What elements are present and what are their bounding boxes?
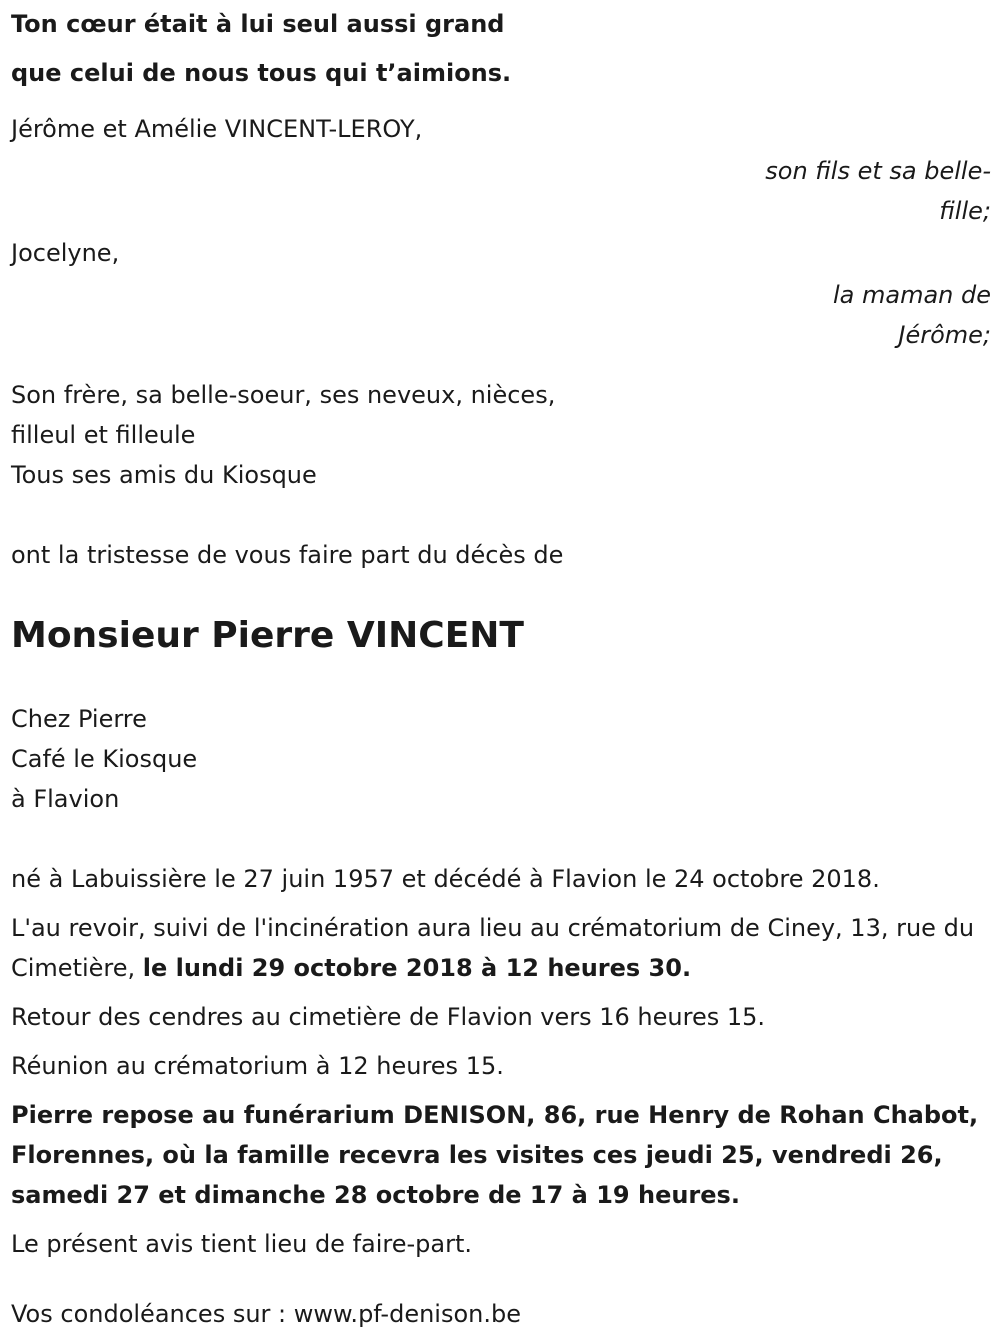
ceremony-text: L'au revoir, suivi de l'incinération aura lieu au crématorium de Ciney, 13, rue du Cimetière,	[11, 914, 975, 982]
deceased-name: Monsieur Pierre VINCENT	[11, 615, 524, 656]
family-member-name: Jérôme et Amélie VINCENT-LEROY,	[11, 115, 423, 143]
ceremony-info	[11, 908, 991, 988]
condolences-label: Vos condoléances sur :	[11, 1300, 294, 1328]
announcement-intro: ont la tristesse de vous faire part du décès de	[11, 541, 564, 569]
birth-death-dates: né à Labuissière le 27 juin 1957 et décédé à Flavion le 24 octobre 2018.	[11, 865, 880, 893]
relation-line: la maman de	[832, 281, 991, 309]
ashes-info: Retour des cendres au cimetière de Flavion vers 16 heures 15.	[11, 1003, 766, 1031]
epitaph-line: que celui de nous tous qui t’aimions.	[11, 59, 512, 87]
relation-line: fille;	[939, 197, 991, 225]
notice-text: Le présent avis tient lieu de faire-part.	[11, 1230, 473, 1258]
condolences-footer	[11, 1294, 991, 1334]
relation-line: Jérôme;	[898, 321, 991, 349]
relatives-line: Tous ses amis du Kiosque	[11, 461, 317, 489]
obituary-notice	[11, 0, 991, 1334]
address-line: à Flavion	[11, 785, 120, 813]
family-member-relation	[11, 275, 991, 355]
condolences-link[interactable]: www.pf-denison.be	[293, 1300, 521, 1328]
other-relatives	[11, 375, 991, 495]
epitaph	[11, 0, 991, 98]
visits-info: Pierre repose au funérarium DENISON, 86, rue Henry de Rohan Chabot, Florennes, où la famille recevra les visites ces jeudi 25, vendredi 26, samedi 27 et dimanche 28 octobre de 17 à 19 heures.	[11, 1101, 979, 1209]
family-member-name: Jocelyne,	[11, 239, 120, 267]
funeral-details	[11, 859, 991, 1264]
family-member-relation	[11, 151, 991, 231]
relatives-line: Son frère, sa belle-soeur, ses neveux, nièces,	[11, 381, 556, 409]
deceased-address	[11, 699, 991, 819]
address-line: Chez Pierre	[11, 705, 147, 733]
address-line: Café le Kiosque	[11, 745, 198, 773]
meeting-info: Réunion au crématorium à 12 heures 15.	[11, 1052, 504, 1080]
relatives-line: filleul et filleule	[11, 421, 196, 449]
relation-line: son fils et sa belle-	[765, 157, 991, 185]
epitaph-line: Ton cœur était à lui seul aussi grand	[11, 10, 505, 38]
ceremony-date: le lundi 29 octobre 2018 à 12 heures 30.	[142, 954, 692, 982]
family-list	[11, 115, 991, 355]
